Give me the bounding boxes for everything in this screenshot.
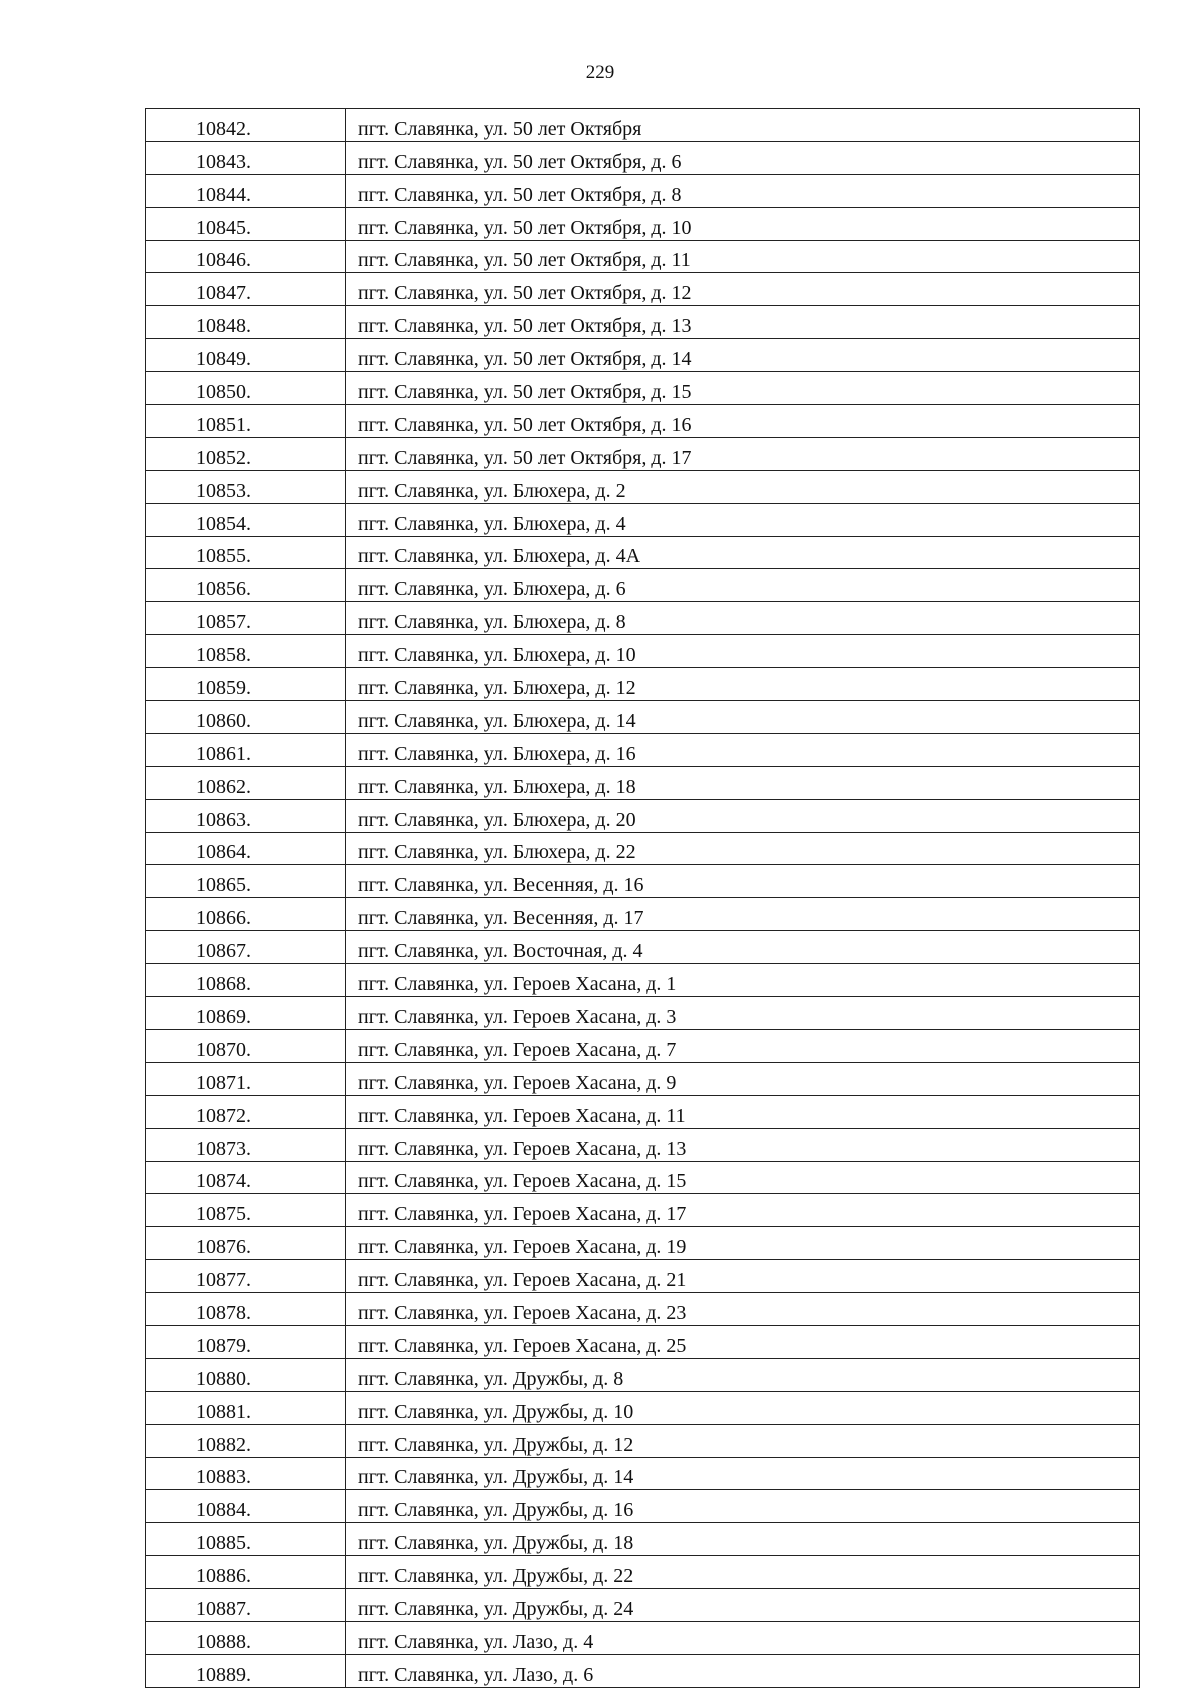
address-cell: пгт. Славянка, ул. 50 лет Октября, д. 12 — [346, 273, 1140, 306]
address-cell: пгт. Славянка, ул. 50 лет Октября, д. 6 — [346, 141, 1140, 174]
row-number-cell: 10879. — [146, 1325, 346, 1358]
table-row — [146, 1227, 1140, 1260]
table-row — [146, 1325, 1140, 1358]
table-row — [146, 931, 1140, 964]
address-cell: пгт. Славянка, ул. Дружбы, д. 18 — [346, 1523, 1140, 1556]
table-row — [146, 1654, 1140, 1687]
table-row — [146, 1194, 1140, 1227]
address-cell: пгт. Славянка, ул. Блюхера, д. 22 — [346, 832, 1140, 865]
row-number-cell: 10848. — [146, 306, 346, 339]
row-number-cell: 10858. — [146, 635, 346, 668]
table-row — [146, 109, 1140, 142]
row-number-cell: 10846. — [146, 240, 346, 273]
address-cell: пгт. Славянка, ул. 50 лет Октября, д. 16 — [346, 405, 1140, 438]
row-number-cell: 10873. — [146, 1128, 346, 1161]
address-cell: пгт. Славянка, ул. 50 лет Октября, д. 14 — [346, 339, 1140, 372]
row-number-cell: 10883. — [146, 1457, 346, 1490]
row-number-cell: 10842. — [146, 109, 346, 142]
table-row — [146, 503, 1140, 536]
address-cell: пгт. Славянка, ул. Дружбы, д. 14 — [346, 1457, 1140, 1490]
table-row — [146, 1293, 1140, 1326]
row-number-cell: 10876. — [146, 1227, 346, 1260]
row-number-cell: 10888. — [146, 1621, 346, 1654]
table-row — [146, 832, 1140, 865]
table-row — [146, 437, 1140, 470]
address-cell: пгт. Славянка, ул. Блюхера, д. 2 — [346, 470, 1140, 503]
table-row — [146, 1062, 1140, 1095]
table-row — [146, 174, 1140, 207]
address-cell: пгт. Славянка, ул. Блюхера, д. 12 — [346, 668, 1140, 701]
address-cell: пгт. Славянка, ул. Героев Хасана, д. 17 — [346, 1194, 1140, 1227]
row-number-cell: 10872. — [146, 1095, 346, 1128]
row-number-cell: 10884. — [146, 1490, 346, 1523]
row-number-cell: 10881. — [146, 1391, 346, 1424]
row-number-cell: 10860. — [146, 701, 346, 734]
address-cell: пгт. Славянка, ул. Дружбы, д. 10 — [346, 1391, 1140, 1424]
table-row — [146, 964, 1140, 997]
table-row — [146, 207, 1140, 240]
table-row — [146, 470, 1140, 503]
row-number-cell: 10877. — [146, 1260, 346, 1293]
table-row — [146, 569, 1140, 602]
address-cell: пгт. Славянка, ул. 50 лет Октября — [346, 109, 1140, 142]
address-cell: пгт. Славянка, ул. Блюхера, д. 10 — [346, 635, 1140, 668]
table-row — [146, 273, 1140, 306]
row-number-cell: 10882. — [146, 1424, 346, 1457]
table-row — [146, 997, 1140, 1030]
address-cell: пгт. Славянка, ул. Героев Хасана, д. 13 — [346, 1128, 1140, 1161]
row-number-cell: 10878. — [146, 1293, 346, 1326]
address-cell: пгт. Славянка, ул. Дружбы, д. 22 — [346, 1556, 1140, 1589]
table-row — [146, 1457, 1140, 1490]
table-row — [146, 865, 1140, 898]
address-cell: пгт. Славянка, ул. Лазо, д. 6 — [346, 1654, 1140, 1687]
table-row — [146, 1358, 1140, 1391]
address-cell: пгт. Славянка, ул. 50 лет Октября, д. 17 — [346, 437, 1140, 470]
table-row — [146, 1128, 1140, 1161]
row-number-cell: 10850. — [146, 372, 346, 405]
table-row — [146, 602, 1140, 635]
table-row — [146, 635, 1140, 668]
table-row — [146, 1621, 1140, 1654]
row-number-cell: 10855. — [146, 536, 346, 569]
address-cell: пгт. Славянка, ул. Героев Хасана, д. 3 — [346, 997, 1140, 1030]
address-cell: пгт. Славянка, ул. Восточная, д. 4 — [346, 931, 1140, 964]
address-cell: пгт. Славянка, ул. Блюхера, д. 6 — [346, 569, 1140, 602]
row-number-cell: 10866. — [146, 898, 346, 931]
address-cell: пгт. Славянка, ул. Героев Хасана, д. 7 — [346, 1029, 1140, 1062]
address-cell: пгт. Славянка, ул. Героев Хасана, д. 11 — [346, 1095, 1140, 1128]
table-row — [146, 1556, 1140, 1589]
row-number-cell: 10852. — [146, 437, 346, 470]
address-cell: пгт. Славянка, ул. 50 лет Октября, д. 8 — [346, 174, 1140, 207]
table-row — [146, 733, 1140, 766]
address-cell: пгт. Славянка, ул. Блюхера, д. 4А — [346, 536, 1140, 569]
address-cell: пгт. Славянка, ул. 50 лет Октября, д. 10 — [346, 207, 1140, 240]
row-number-cell: 10851. — [146, 405, 346, 438]
row-number-cell: 10859. — [146, 668, 346, 701]
table-row — [146, 141, 1140, 174]
table-row — [146, 1589, 1140, 1622]
address-cell: пгт. Славянка, ул. 50 лет Октября, д. 15 — [346, 372, 1140, 405]
table-row — [146, 1523, 1140, 1556]
row-number-cell: 10863. — [146, 799, 346, 832]
table-row — [146, 372, 1140, 405]
row-number-cell: 10867. — [146, 931, 346, 964]
table-row — [146, 240, 1140, 273]
table-row — [146, 1161, 1140, 1194]
row-number-cell: 10874. — [146, 1161, 346, 1194]
address-cell: пгт. Славянка, ул. Блюхера, д. 16 — [346, 733, 1140, 766]
row-number-cell: 10870. — [146, 1029, 346, 1062]
table-row — [146, 1490, 1140, 1523]
row-number-cell: 10869. — [146, 997, 346, 1030]
table-row — [146, 306, 1140, 339]
page-number: 229 — [585, 62, 615, 83]
address-cell: пгт. Славянка, ул. Блюхера, д. 20 — [346, 799, 1140, 832]
table-row — [146, 405, 1140, 438]
address-cell: пгт. Славянка, ул. 50 лет Октября, д. 13 — [346, 306, 1140, 339]
row-number-cell: 10844. — [146, 174, 346, 207]
address-cell: пгт. Славянка, ул. Героев Хасана, д. 23 — [346, 1293, 1140, 1326]
row-number-cell: 10868. — [146, 964, 346, 997]
address-cell: пгт. Славянка, ул. Дружбы, д. 12 — [346, 1424, 1140, 1457]
address-table — [145, 108, 1140, 1688]
address-cell: пгт. Славянка, ул. Дружбы, д. 8 — [346, 1358, 1140, 1391]
row-number-cell: 10880. — [146, 1358, 346, 1391]
table-row — [146, 668, 1140, 701]
table-row — [146, 1424, 1140, 1457]
row-number-cell: 10857. — [146, 602, 346, 635]
row-number-cell: 10887. — [146, 1589, 346, 1622]
row-number-cell: 10845. — [146, 207, 346, 240]
address-cell: пгт. Славянка, ул. Блюхера, д. 8 — [346, 602, 1140, 635]
row-number-cell: 10849. — [146, 339, 346, 372]
row-number-cell: 10871. — [146, 1062, 346, 1095]
address-cell: пгт. Славянка, ул. Блюхера, д. 4 — [346, 503, 1140, 536]
address-cell: пгт. Славянка, ул. Блюхера, д. 18 — [346, 766, 1140, 799]
address-cell: пгт. Славянка, ул. Дружбы, д. 24 — [346, 1589, 1140, 1622]
row-number-cell: 10875. — [146, 1194, 346, 1227]
table-row — [146, 701, 1140, 734]
row-number-cell: 10853. — [146, 470, 346, 503]
table-row — [146, 1391, 1140, 1424]
row-number-cell: 10843. — [146, 141, 346, 174]
row-number-cell: 10864. — [146, 832, 346, 865]
address-cell: пгт. Славянка, ул. Героев Хасана, д. 9 — [346, 1062, 1140, 1095]
table-row — [146, 536, 1140, 569]
row-number-cell: 10861. — [146, 733, 346, 766]
row-number-cell: 10889. — [146, 1654, 346, 1687]
row-number-cell: 10847. — [146, 273, 346, 306]
row-number-cell: 10862. — [146, 766, 346, 799]
table-row — [146, 339, 1140, 372]
table-row — [146, 1260, 1140, 1293]
address-cell: пгт. Славянка, ул. Весенняя, д. 17 — [346, 898, 1140, 931]
row-number-cell: 10865. — [146, 865, 346, 898]
address-cell: пгт. Славянка, ул. Дружбы, д. 16 — [346, 1490, 1140, 1523]
address-cell: пгт. Славянка, ул. Весенняя, д. 16 — [346, 865, 1140, 898]
table-row — [146, 799, 1140, 832]
address-cell: пгт. Славянка, ул. Героев Хасана, д. 15 — [346, 1161, 1140, 1194]
address-cell: пгт. Славянка, ул. Героев Хасана, д. 1 — [346, 964, 1140, 997]
address-cell: пгт. Славянка, ул. Героев Хасана, д. 25 — [346, 1325, 1140, 1358]
address-cell: пгт. Славянка, ул. Лазо, д. 4 — [346, 1621, 1140, 1654]
table-row — [146, 898, 1140, 931]
row-number-cell: 10885. — [146, 1523, 346, 1556]
table-row — [146, 1095, 1140, 1128]
address-cell: пгт. Славянка, ул. Героев Хасана, д. 19 — [346, 1227, 1140, 1260]
address-cell: пгт. Славянка, ул. Блюхера, д. 14 — [346, 701, 1140, 734]
address-table-body — [146, 109, 1140, 1688]
table-row — [146, 766, 1140, 799]
table-row — [146, 1029, 1140, 1062]
row-number-cell: 10886. — [146, 1556, 346, 1589]
row-number-cell: 10856. — [146, 569, 346, 602]
address-cell: пгт. Славянка, ул. 50 лет Октября, д. 11 — [346, 240, 1140, 273]
row-number-cell: 10854. — [146, 503, 346, 536]
address-cell: пгт. Славянка, ул. Героев Хасана, д. 21 — [346, 1260, 1140, 1293]
